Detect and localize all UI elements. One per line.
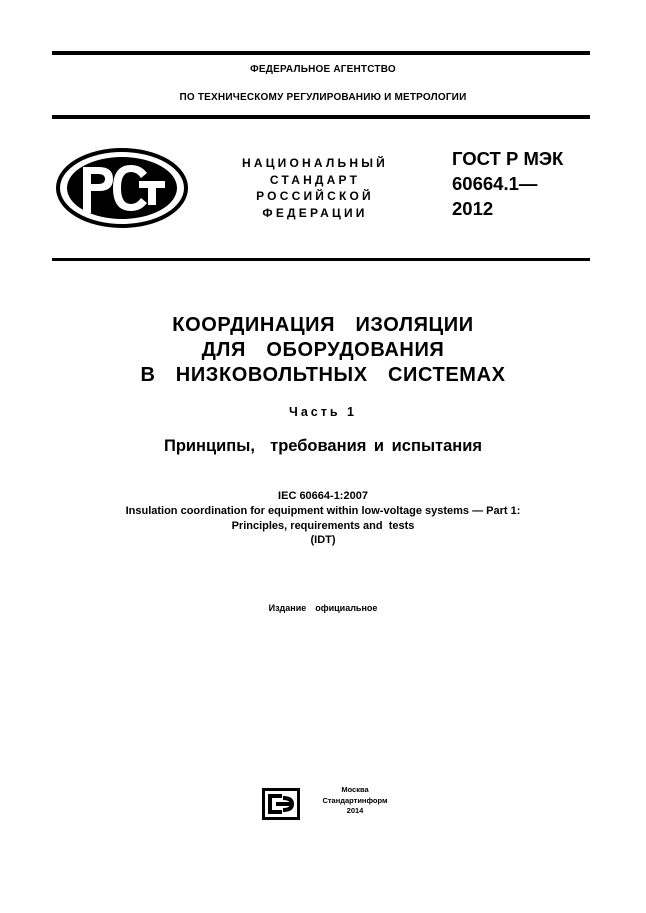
designation-line-1: ГОСТ Р МЭК (452, 148, 564, 169)
top-rule (52, 51, 590, 55)
designation-line-3: 2012 (452, 198, 494, 219)
standard-designation (452, 146, 602, 221)
header-rule (52, 115, 590, 119)
agency-line-1: ФЕДЕРАЛЬНОЕ АГЕНТСТВО (250, 64, 396, 75)
agency-line-2: ПО ТЕХНИЧЕСКОМУ РЕГУЛИРОВАНИЮ И МЕТРОЛОГИИ (179, 92, 467, 103)
title-rule (52, 258, 590, 261)
edition-label: Издание официальное (268, 603, 378, 613)
standard-type-label (220, 155, 410, 221)
standard-type-line-2: СТАНДАРТ (269, 172, 361, 187)
publisher-logo-svg (262, 788, 300, 820)
standard-type-line-3: РОССИЙСКОЙ (256, 189, 374, 203)
document-subtitle: Принципы, требования и испытания (163, 437, 483, 455)
part-label: Часть 1 (289, 405, 357, 419)
international-standard-reference (0, 489, 646, 548)
document-title (0, 313, 646, 388)
title-line-1: КООРДИНАЦИЯ ИЗОЛЯЦИИ (172, 314, 474, 336)
publication-year: 2014 (346, 806, 364, 815)
title-line-2: ДЛЯ ОБОРУДОВАНИЯ (201, 339, 445, 361)
iec-identity: (IDT) (310, 534, 336, 547)
iec-title-line-1: Insulation coordination for equipment within low-voltage systems — Part 1: (125, 504, 521, 517)
designation-line-2: 60664.1— (452, 173, 538, 194)
rst-emblem-svg (55, 147, 189, 229)
standartinform-logo-icon (262, 788, 300, 820)
title-line-3: В НИЗКОВОЛЬТНЫХ СИСТЕМАХ (140, 364, 506, 386)
iec-code: IEC 60664-1:2007 (278, 490, 368, 502)
standard-type-line-1: НАЦИОНАЛЬНЫЙ (241, 156, 389, 170)
standard-type-line-4: ФЕДЕРАЦИИ (262, 205, 368, 220)
publisher-city: Москва (341, 785, 369, 794)
rst-certification-mark-icon (55, 147, 189, 229)
iec-title-line-2: Principles, requirements and tests (231, 519, 415, 532)
publisher-name: Стандартинформ (322, 795, 388, 805)
publisher-info (300, 785, 410, 817)
